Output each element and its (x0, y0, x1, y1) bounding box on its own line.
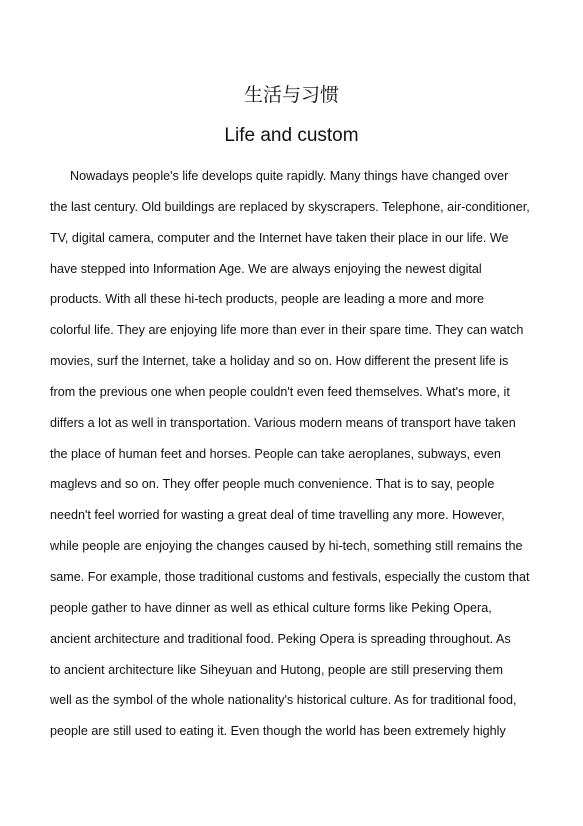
body-line-5: products. With all these hi-tech products, people are leading a more and more (50, 292, 485, 307)
title-english: Life and custom (224, 125, 359, 146)
body-line-7: movies, surf the Internet, take a holiday and so on. How different the present life is (50, 354, 509, 369)
body-line-17: to ancient architecture like Siheyuan and Hutong, people are still preserving them (50, 662, 503, 677)
body-line-18: well as the symbol of the whole nationality's historical culture. As for traditional food, (50, 693, 517, 708)
body-line-6: colorful life. They are enjoying life more than ever in their spare time. They can watch (50, 323, 524, 338)
body-line-3: TV, digital camera, computer and the Internet have taken their place in our life. We (50, 230, 509, 245)
body-line-1: Nowadays people's life develops quite rapidly. Many things have changed over (70, 169, 509, 183)
body-line-4: have stepped into Information Age. We are always enjoying the newest digital (50, 261, 482, 276)
body-line-14: same. For example, those traditional customs and festivals, especially the custom that (50, 569, 530, 584)
body-line-13: while people are enjoying the changes caused by hi-tech, something still remains the (50, 539, 523, 554)
body-line-2: the last century. Old buildings are replaced by skyscrapers. Telephone, air-conditioner, (50, 199, 530, 214)
body-line-11: maglevs and so on. They offer people much convenience. That is to say, people (50, 477, 495, 492)
body-line-15: people gather to have dinner as well as ethical culture forms like Peking Opera, (50, 600, 492, 615)
body-line-19: people are still used to eating it. Even though the world has been extremely highly (50, 724, 506, 739)
body-line-8: from the previous one when people couldn't even feed themselves. What's more, it (50, 384, 510, 399)
body-paragraph (50, 161, 540, 747)
title-chinese: 生活与习惯 (243, 84, 339, 106)
body-line-10: the place of human feet and horses. People can take aeroplanes, subways, even (50, 446, 501, 461)
body-line-16: ancient architecture and traditional food. Peking Opera is spreading throughout. As (50, 631, 511, 646)
body-line-9: differs a lot as well in transportation. Various modern means of transport have taken (50, 415, 516, 430)
body-line-12: needn't feel worried for wasting a great deal of time travelling any more. However, (50, 508, 505, 523)
